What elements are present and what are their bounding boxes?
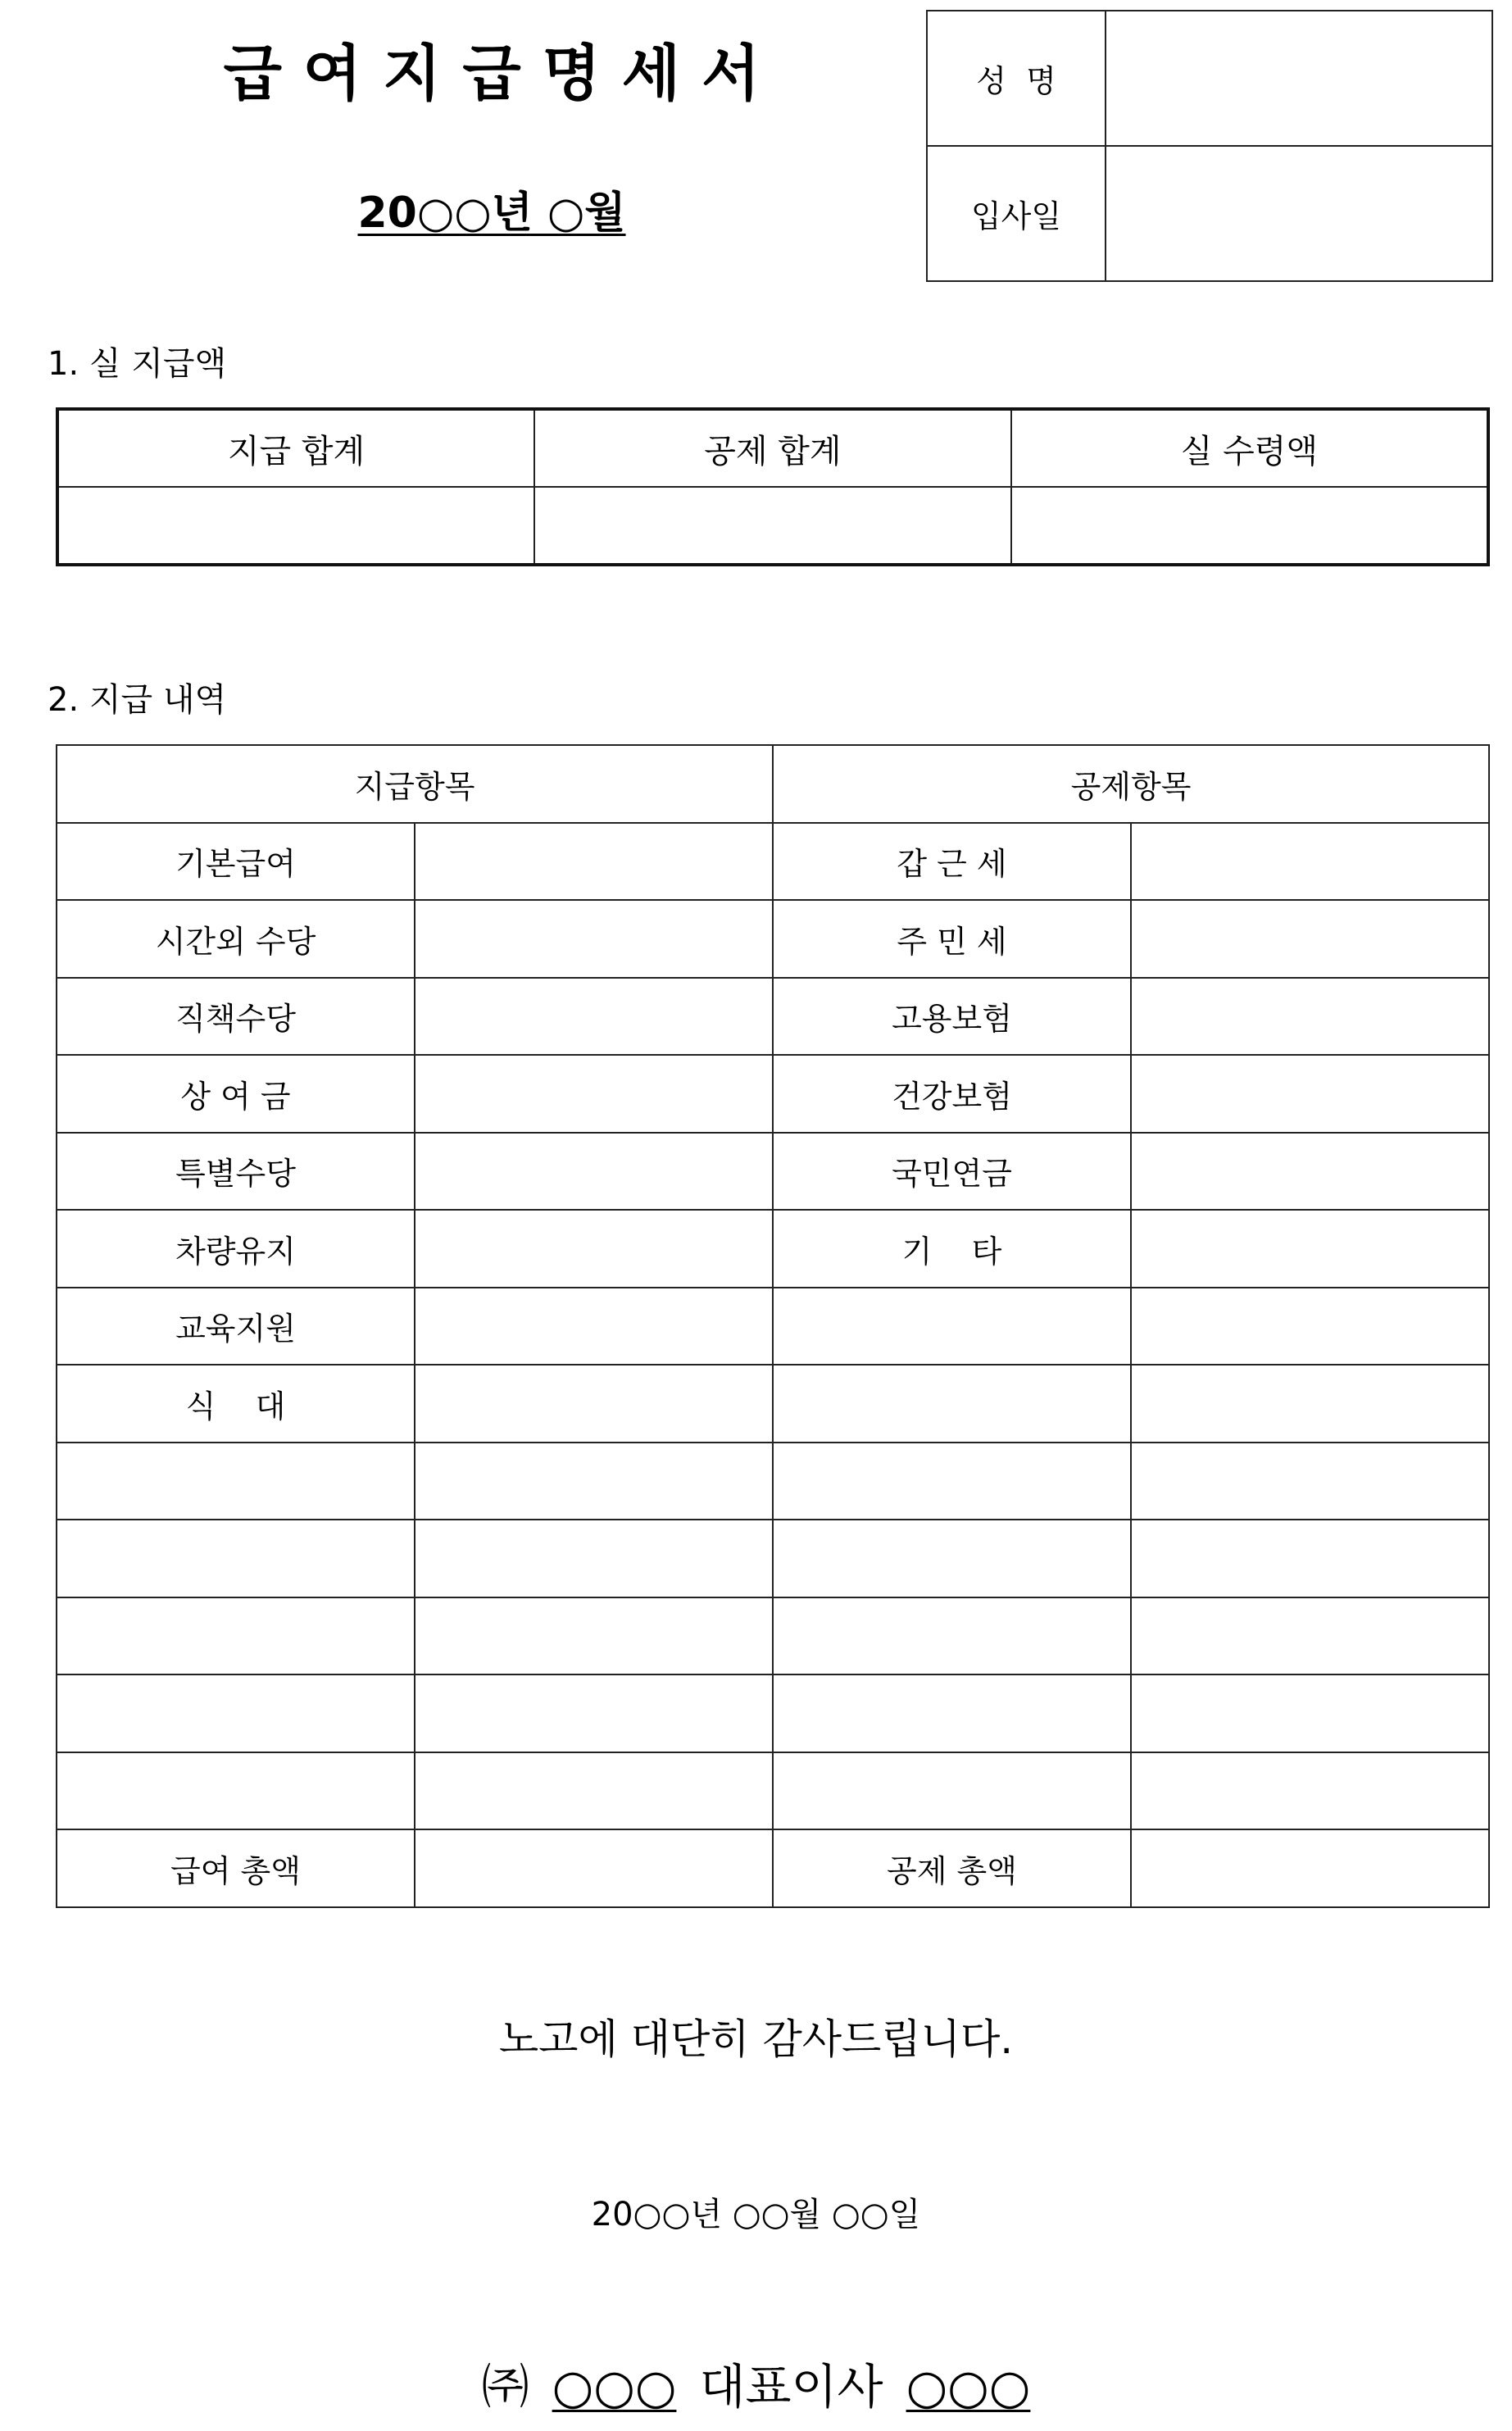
deduction-item-label: 기 타 xyxy=(773,1210,1131,1288)
totals-row xyxy=(57,1829,1489,1907)
pay-item-field[interactable] xyxy=(57,1752,415,1830)
deduction-amount-field[interactable] xyxy=(1131,1055,1489,1133)
pay-item-label: 식 대 xyxy=(57,1365,415,1443)
deduction-item-label: 건강보험 xyxy=(773,1055,1131,1133)
total-pay-label: 급여 총액 xyxy=(57,1829,415,1907)
pay-amount-field[interactable] xyxy=(415,900,773,978)
pay-item-label: 직책수당 xyxy=(57,978,415,1056)
deduction-item-label: 갑 근 세 xyxy=(773,823,1131,901)
table-row xyxy=(57,1443,1489,1520)
table-row xyxy=(57,1752,1489,1830)
deduction-amount-field[interactable] xyxy=(1131,1674,1489,1752)
table-row xyxy=(57,1674,1489,1752)
deduction-item-label: 주 민 세 xyxy=(773,900,1131,978)
employee-info-table xyxy=(926,10,1493,282)
ceo-role: 대표이사 xyxy=(699,2359,883,2415)
total-deduction-field[interactable] xyxy=(534,487,1011,565)
deduction-item-label: 국민연금 xyxy=(773,1133,1131,1211)
total-pay-amount-field[interactable] xyxy=(415,1829,773,1907)
name-field[interactable] xyxy=(1106,11,1492,146)
deduction-item-field[interactable] xyxy=(773,1597,1131,1675)
deduction-amount-field[interactable] xyxy=(1131,900,1489,978)
pay-amount-field[interactable] xyxy=(415,1520,773,1597)
company-name: ○○○ xyxy=(552,2359,677,2415)
deduction-amount-field[interactable] xyxy=(1131,1520,1489,1597)
deduction-item-label[interactable] xyxy=(773,1288,1131,1365)
pay-item-field[interactable] xyxy=(57,1597,415,1675)
deduction-item-field[interactable] xyxy=(773,1443,1131,1520)
section1-heading: 1. 실 지급액 xyxy=(48,345,227,383)
deduction-amount-field[interactable] xyxy=(1131,978,1489,1056)
pay-item-label: 상 여 금 xyxy=(57,1055,415,1133)
section2-heading: 2. 지급 내역 xyxy=(48,681,227,719)
deduction-amount-field[interactable] xyxy=(1131,1210,1489,1288)
net-pay-table xyxy=(56,407,1490,566)
pay-amount-field[interactable] xyxy=(415,1210,773,1288)
pay-item-label: 특별수당 xyxy=(57,1133,415,1211)
pay-item-label: 교육지원 xyxy=(57,1288,415,1365)
deduction-amount-field[interactable] xyxy=(1131,1288,1489,1365)
net-received-field[interactable] xyxy=(1011,487,1488,565)
pay-detail-table xyxy=(56,744,1490,1908)
pay-item-label: 기본급여 xyxy=(57,823,415,901)
pay-item-field[interactable] xyxy=(57,1520,415,1597)
total-deduction-amount-field[interactable] xyxy=(1131,1829,1489,1907)
deduction-amount-field[interactable] xyxy=(1131,1133,1489,1211)
pay-item-field[interactable] xyxy=(57,1674,415,1752)
thanks-message: 노고에 대단히 감사드립니다. xyxy=(498,2015,1014,2063)
table-row xyxy=(57,1055,1489,1133)
pay-amount-field[interactable] xyxy=(415,1365,773,1443)
table-row xyxy=(57,978,1489,1056)
pay-item-field[interactable] xyxy=(57,1443,415,1520)
document-title: 급 여 지 급 명 세 서 xyxy=(223,39,761,109)
signature-line xyxy=(0,2348,1512,2417)
deduction-item-label: 고용보험 xyxy=(773,978,1131,1056)
deduction-amount-field[interactable] xyxy=(1131,1752,1489,1830)
pay-amount-field[interactable] xyxy=(415,1133,773,1211)
net-received-header: 실 수령액 xyxy=(1011,409,1488,487)
pay-amount-field[interactable] xyxy=(415,823,773,901)
table-row xyxy=(57,1133,1489,1211)
ceo-name: ○○○ xyxy=(906,2359,1031,2415)
total-pay-field[interactable] xyxy=(57,487,534,565)
table-row xyxy=(57,823,1489,901)
total-deduction-header: 공제 합계 xyxy=(534,409,1011,487)
table-row xyxy=(57,1597,1489,1675)
table-row xyxy=(57,1520,1489,1597)
deduction-amount-field[interactable] xyxy=(1131,1443,1489,1520)
total-deduction-label: 공제 총액 xyxy=(773,1829,1131,1907)
company-mark: ㈜ xyxy=(481,2359,529,2415)
table-row xyxy=(57,1210,1489,1288)
pay-amount-field[interactable] xyxy=(415,1674,773,1752)
table-row xyxy=(57,900,1489,978)
total-pay-header: 지급 합계 xyxy=(57,409,534,487)
pay-amount-field[interactable] xyxy=(415,1752,773,1830)
payment-items-header: 지급항목 xyxy=(57,745,773,823)
deduction-item-field[interactable] xyxy=(773,1520,1131,1597)
pay-amount-field[interactable] xyxy=(415,978,773,1056)
pay-amount-field[interactable] xyxy=(415,1055,773,1133)
pay-item-label: 차량유지 xyxy=(57,1210,415,1288)
deduction-amount-field[interactable] xyxy=(1131,1365,1489,1443)
pay-amount-field[interactable] xyxy=(415,1443,773,1520)
pay-amount-field[interactable] xyxy=(415,1597,773,1675)
deduction-item-label[interactable] xyxy=(773,1365,1131,1443)
issue-date: 20○○년 ○○월 ○○일 xyxy=(591,2196,921,2233)
pay-amount-field[interactable] xyxy=(415,1288,773,1365)
table-row xyxy=(57,1365,1489,1443)
deduction-amount-field[interactable] xyxy=(1131,823,1489,901)
pay-period: 20○○년 ○월 xyxy=(357,189,626,238)
deduction-item-field[interactable] xyxy=(773,1674,1131,1752)
table-row xyxy=(57,1288,1489,1365)
deduction-item-field[interactable] xyxy=(773,1752,1131,1830)
hire-date-label: 입사일 xyxy=(927,146,1106,281)
deduction-amount-field[interactable] xyxy=(1131,1597,1489,1675)
name-label: 성 명 xyxy=(927,11,1106,146)
pay-item-label: 시간외 수당 xyxy=(57,900,415,978)
hire-date-field[interactable] xyxy=(1106,146,1492,281)
deduction-items-header: 공제항목 xyxy=(773,745,1489,823)
